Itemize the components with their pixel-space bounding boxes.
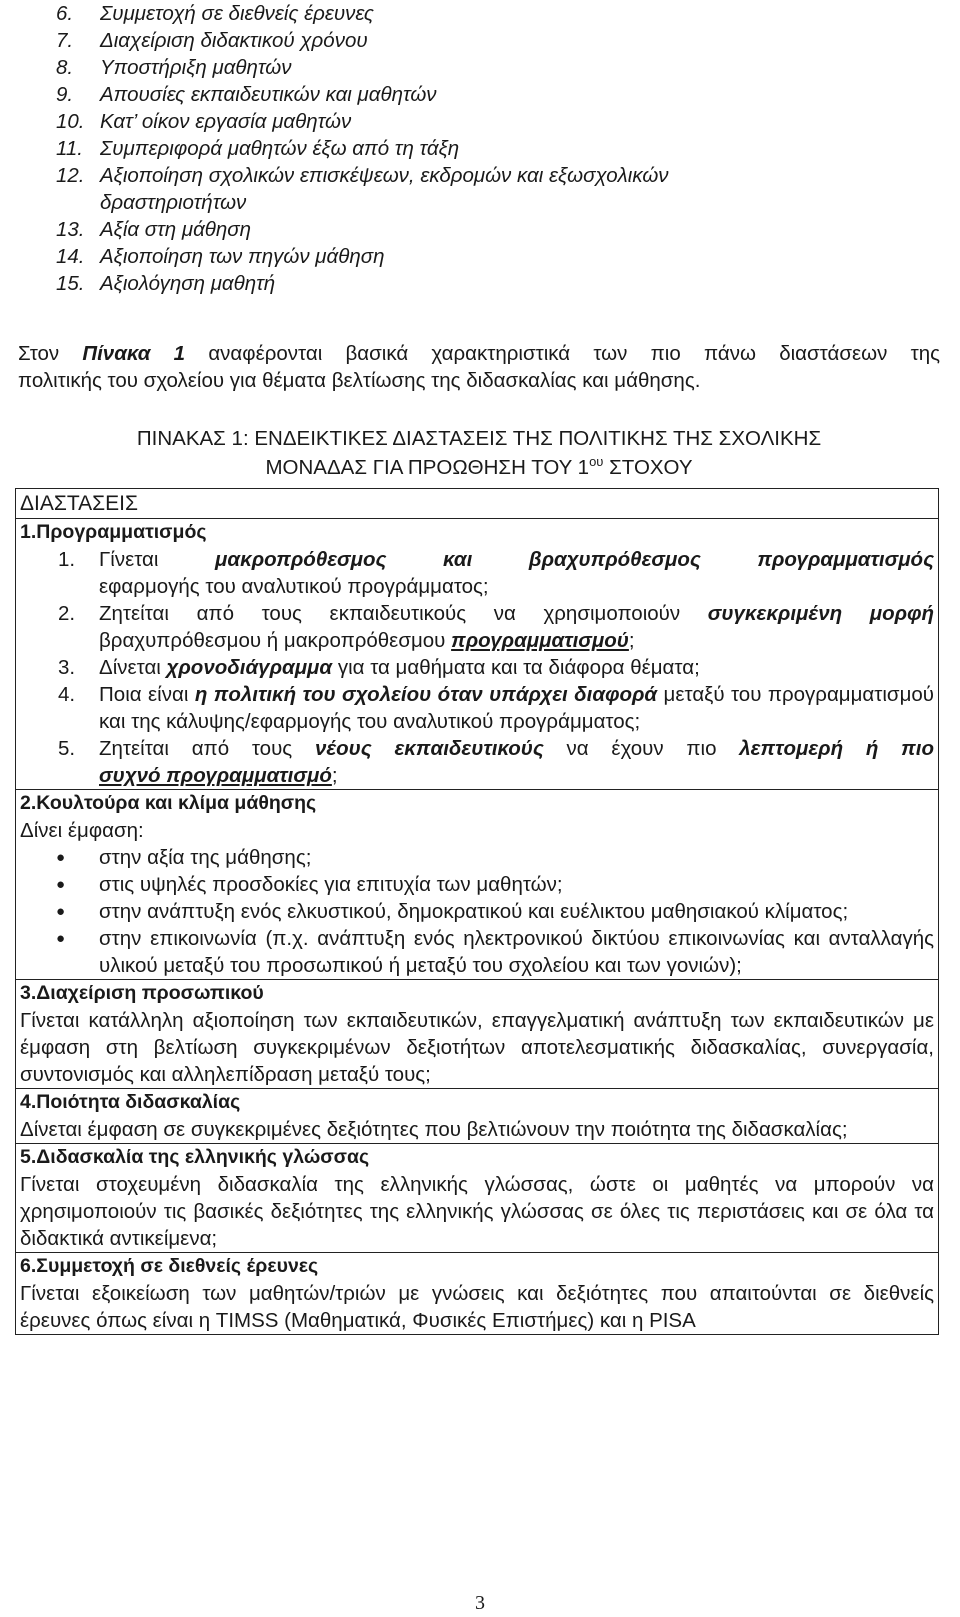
item-emphasis: συγκεκριμένη μορφή — [707, 602, 935, 625]
item-number: 1. — [58, 548, 76, 571]
list-item — [56, 81, 916, 108]
item-emphasis: η πολιτική του σχολείου όταν υπάρχει διαφορά — [194, 683, 658, 706]
bullet-item — [20, 898, 934, 925]
table-title-line-2-pre: ΜΟΝΑΔΑΣ ΓΙΑ ΠΡΟΩΘΗΣΗ ΤΟΥ 1 — [265, 456, 590, 479]
bullet-item — [20, 844, 934, 871]
numbered-item — [20, 681, 934, 735]
section-learning-culture — [16, 790, 938, 980]
list-number: 12. — [56, 164, 85, 187]
bullet-item — [20, 871, 934, 898]
list-item — [56, 135, 916, 162]
item-number: 3. — [58, 656, 76, 679]
item-emphasis: συχνό προγραμματισμό — [99, 764, 332, 787]
list-item — [56, 108, 916, 135]
table-title-line-2-post: ΣΤΟΧΟΥ — [603, 456, 693, 479]
section-text: Γίνεται εξοικείωση των μαθητών/τριών με γνώσεις και δεξιότητες που απαιτούνται σε διεθνείς έρευνες όπως είναι η TIMSS (Μαθηματικά, Φυσικές Επιστήμες) και η PISA — [20, 1282, 934, 1332]
intro-line-1 — [18, 340, 940, 367]
section-title: 2.Κουλτούρα και κλίμα μάθησης — [20, 792, 317, 814]
item-text-part: να έχουν πιο — [543, 737, 740, 760]
item-text-part: Ζητείται από τους εκπαιδευτικούς να χρησιμοποιούν — [99, 602, 708, 625]
list-item — [56, 162, 916, 216]
intro-paragraph — [18, 340, 940, 394]
item-text-part: Ζητείται από τους — [99, 737, 315, 760]
table-title-superscript: ου — [589, 454, 604, 470]
intro-line-2: πολιτικής του σχολείου για θέματα βελτίωσης της διδασκαλίας και μάθησης. — [18, 369, 701, 392]
item-text — [99, 600, 934, 654]
bullet-icon: ● — [56, 876, 66, 893]
bullet-text: στην ανάπτυξη ενός ελκυστικού, δημοκρατικού και ευέλικτου μαθησιακού κλίματος; — [99, 900, 849, 923]
item-text — [99, 735, 934, 789]
item-emphasis: λεπτομερή ή πιο — [739, 737, 934, 760]
section-title: 5.Διδασκαλία της ελληνικής γλώσσας — [20, 1146, 370, 1168]
dimension-list — [56, 0, 916, 297]
list-number: 10. — [56, 110, 85, 133]
item-text-part: ; — [628, 629, 635, 652]
bullet-icon: ● — [56, 849, 66, 866]
section-title: 6.Συμμετοχή σε διεθνείς έρευνες — [20, 1255, 319, 1277]
item-text-part: Δίνεται — [99, 656, 167, 679]
table-header: ΔΙΑΣΤΑΣΕΙΣ — [16, 489, 938, 519]
bullet-icon: ● — [56, 903, 66, 920]
bullet-item — [20, 925, 934, 979]
section-teaching-quality — [16, 1089, 938, 1144]
item-emphasis: προγραμματισμού — [451, 629, 629, 652]
list-text: Αξιοποίηση σχολικών επισκέψεων, εκδρομών και εξωσχολικών δραστηριοτήτων — [100, 164, 669, 214]
item-text-part: βραχυπρόθεσμου ή μακροπρόθεσμου — [99, 629, 452, 652]
list-number: 11. — [56, 137, 83, 160]
list-number: 9. — [56, 83, 74, 106]
list-number: 7. — [56, 29, 74, 52]
section-text: Γίνεται κατάλληλη αξιοποίηση των εκπαιδευτικών, επαγγελματική ανάπτυξη των εκπαιδευτικών με έμφαση στη βελτίωση συγκεκριμένων δεξιοτήτων αποτελεσματικής διδασκαλίας, συνεργασία, συντονισμός και αλληλεπίδραση μεταξύ τους; — [20, 1009, 934, 1086]
section-staff-management — [16, 980, 938, 1089]
list-text: Υποστήριξη μαθητών — [100, 56, 292, 79]
section-title: 4.Ποιότητα διδασκαλίας — [20, 1091, 241, 1113]
table-title — [18, 424, 940, 482]
list-text: Συμμετοχή σε διεθνείς έρευνες — [100, 2, 374, 25]
item-text — [99, 546, 934, 600]
list-text: Αξιολόγηση μαθητή — [100, 272, 276, 295]
section-text: Δίνεται έμφαση σε συγκεκριμένες δεξιότητες που βελτιώνουν την ποιότητα της διδασκαλίας; — [20, 1118, 848, 1141]
list-item — [56, 0, 916, 27]
item-text-part: ; — [331, 764, 338, 787]
bullet-text: στις υψηλές προσδοκίες για επιτυχία των μαθητών; — [99, 873, 563, 896]
intro-pre: Στον — [18, 342, 83, 365]
item-text — [99, 681, 934, 735]
table-title-line-1: ΠΙΝΑΚΑΣ 1: ΕΝΔΕΙΚΤΙΚΕΣ ΔΙΑΣΤΑΣΕΙΣ ΤΗΣ ΠΟΛΙΤΙΚΗΣ ΤΗΣ ΣΧΟΛΙΚΗΣ — [136, 427, 822, 450]
list-item — [56, 216, 916, 243]
list-text: Διαχείριση διδακτικού χρόνου — [100, 29, 368, 52]
table-reference: Πίνακα 1 — [82, 342, 186, 365]
list-text: Συμπεριφορά μαθητών έξω από τη τάξη — [100, 137, 460, 160]
list-item — [56, 54, 916, 81]
section-lead: Δίνει έμφαση: — [20, 819, 144, 842]
list-item — [56, 243, 916, 270]
section-text: Γίνεται στοχευμένη διδασκαλία της ελληνικής γλώσσας, ώστε οι μαθητές να μπορούν να χρησιμοποιούν τις βασικές δεξιότητες της ελληνικής γλώσσας σε όλες τις περιστάσεις και σε όλα τα διδακτικά αντικείμενα; — [20, 1173, 934, 1250]
item-text-part: μεταξύ του προγραμματισμού και της κάλυψης/εφαρμογής του αναλυτικού προγράμματος; — [99, 683, 934, 733]
list-item — [56, 27, 916, 54]
numbered-item — [20, 654, 934, 681]
list-number: 13. — [56, 218, 85, 241]
numbered-item — [20, 546, 934, 600]
item-emphasis: χρονοδιάγραμμα — [166, 656, 333, 679]
list-text: Κατ’ οίκον εργασία μαθητών — [100, 110, 352, 133]
table-title-line-2 — [18, 453, 940, 482]
section-programming — [16, 519, 938, 790]
item-number: 2. — [58, 602, 76, 625]
bullet-icon: ● — [56, 930, 66, 947]
dimensions-table — [15, 488, 939, 1335]
section-title: 1.Προγραμματισμός — [20, 521, 207, 543]
item-number: 4. — [58, 683, 76, 706]
page-number: 3 — [475, 1592, 485, 1614]
list-text: Απουσίες εκπαιδευτικών και μαθητών — [100, 83, 437, 106]
list-number: 6. — [56, 2, 74, 25]
list-number: 8. — [56, 56, 74, 79]
item-number: 5. — [58, 737, 76, 760]
list-text: Αξία στη μάθηση — [100, 218, 252, 241]
item-emphasis: μακροπρόθεσμος και βραχυπρόθεσμος προγραμματισμός — [215, 548, 934, 571]
numbered-item — [20, 600, 934, 654]
section-greek-language — [16, 1144, 938, 1253]
list-number: 14. — [56, 245, 85, 268]
list-number: 15. — [56, 272, 85, 295]
item-text — [99, 654, 934, 681]
numbered-item — [20, 735, 934, 789]
item-text-part: Γίνεται — [99, 548, 216, 571]
bullet-text: στην αξία της μάθησης; — [99, 846, 312, 869]
bullet-text: στην επικοινωνία (π.χ. ανάπτυξη ενός ηλεκτρονικού δικτύου επικοινωνίας και ανταλλαγής υλικού μεταξύ του προσωπικού ή μεταξύ του σχολείου και των γονιών); — [99, 927, 934, 977]
section-international-surveys — [16, 1253, 938, 1335]
section-title: 3.Διαχείριση προσωπικού — [20, 982, 264, 1004]
list-item — [56, 270, 916, 297]
intro-post: αναφέρονται βασικά χαρακτηριστικά των πιο πάνω διαστάσεων της — [185, 342, 940, 365]
item-text-part: για τα μαθήματα και τα διάφορα θέματα; — [332, 656, 700, 679]
item-text-part: Ποια είναι — [99, 683, 195, 706]
item-text-part: εφαρμογής του αναλυτικού προγράμματος; — [99, 575, 489, 598]
item-emphasis: νέους εκπαιδευτικούς — [314, 737, 544, 760]
list-text: Αξιοποίηση των πηγών μάθηση — [100, 245, 385, 268]
